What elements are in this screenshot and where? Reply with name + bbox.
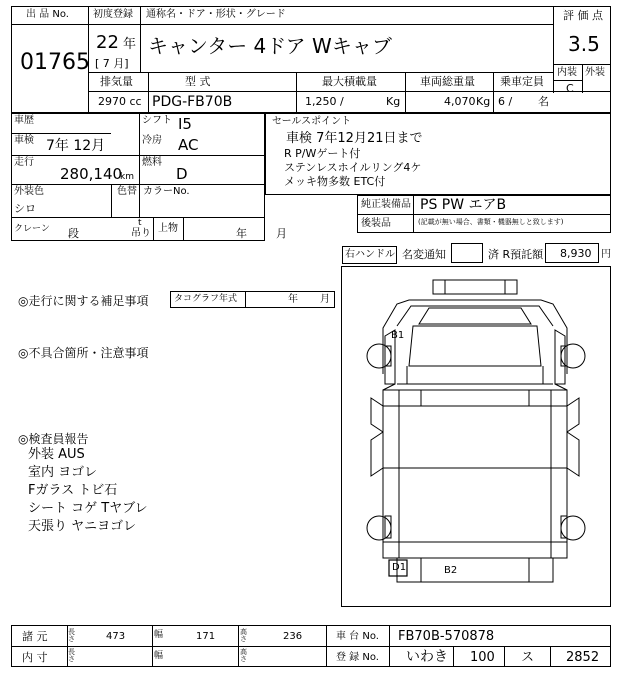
after-parts-label: 後装品 xyxy=(361,218,391,229)
length-label: 長さ xyxy=(68,628,75,643)
displacement-value: 2970 cc xyxy=(98,95,142,108)
damage-mark-d1: D1 xyxy=(392,562,407,573)
factory-equip-value: PS PW エアB xyxy=(420,197,507,213)
displacement-label: 排気量 xyxy=(100,75,133,88)
recycle-yen: 円 xyxy=(601,249,611,260)
recycle-label: 済 R預託額 xyxy=(488,248,544,261)
crane-hang: 吊り xyxy=(131,228,151,239)
crane-stage: 段 xyxy=(68,227,79,240)
sales-point-1: 車検 7年12月21日まで xyxy=(286,131,423,146)
height-label: 高さ xyxy=(240,628,247,643)
ext-color-label: 外装色 xyxy=(14,186,44,197)
factory-equip-label: 純正装備品 xyxy=(361,199,411,210)
max-load-value: 1,250 / xyxy=(305,95,344,108)
shift-label: シフト xyxy=(142,115,172,126)
first-reg-year-unit: 年 xyxy=(123,37,137,52)
tachograph-label: タコグラフ年式 xyxy=(174,294,238,304)
capacity-label: 乗車定員 xyxy=(500,75,544,88)
crane-label: クレーン xyxy=(14,224,50,234)
first-reg-year: 22 xyxy=(96,32,119,53)
exterior-grade-label: 外装 xyxy=(585,67,605,78)
defects-label: ◎不具合箇所・注意事項 xyxy=(18,346,149,360)
height-value: 236 xyxy=(283,631,303,642)
vehicle-name: キャンター 4ドア Wキャブ xyxy=(148,34,392,58)
driving-note-label: ◎走行に関する補足事項 xyxy=(18,294,149,308)
inspector-label: ◎検査員報告 xyxy=(18,432,89,446)
ext-color-value: シロ xyxy=(14,202,36,215)
capacity-unit: 名 xyxy=(538,95,549,108)
model-value: PDG-FB70B xyxy=(152,94,233,110)
shift-value: I5 xyxy=(178,115,192,133)
tacho-year: 年 xyxy=(288,294,298,305)
inspector-line-1: 外装 AUS xyxy=(28,447,85,462)
sales-point-3: ステンレスホイルリング4ケ xyxy=(284,161,422,174)
inspector-line-5: 天張り ヤニヨゴレ xyxy=(28,519,137,534)
reg-label: 登 録 No. xyxy=(336,652,379,663)
lot-no-label: 出 品 No. xyxy=(26,9,69,20)
gross-weight-label: 車両総重量 xyxy=(420,75,475,88)
recycle-amount: 8,930 xyxy=(560,247,592,260)
crane-ton: t xyxy=(138,218,142,228)
reg-kana: ス xyxy=(521,650,535,665)
vehicle-name-label: 通称名・ドア・形状・グレード xyxy=(146,9,286,20)
inspector-line-4: シート コゲ Tヤブレ xyxy=(28,501,148,516)
history-label: 車歴 xyxy=(14,115,34,126)
chassis-label: 車 台 No. xyxy=(336,631,379,642)
name-change-box xyxy=(451,243,483,263)
damage-mark-b2: B2 xyxy=(444,565,458,576)
sales-points-label: セールスポイント xyxy=(272,116,352,127)
first-reg-month: [ 7 月] xyxy=(95,57,129,70)
loading-label: 上物 xyxy=(158,223,178,234)
first-reg-label: 初度登録 xyxy=(93,9,133,20)
width-label: 幅 xyxy=(154,630,164,640)
reg-class: 100 xyxy=(470,650,495,665)
lot-number: 01765 xyxy=(20,50,90,75)
reg-number: 2852 xyxy=(566,650,600,665)
loading-month: 月 xyxy=(276,227,287,240)
tacho-month: 月 xyxy=(320,294,330,305)
fuel-value: D xyxy=(176,165,188,183)
mileage-unit: km xyxy=(120,172,134,182)
inspector-line-3: Fガラス トビ石 xyxy=(28,483,118,498)
ac-label: 冷房 xyxy=(142,135,162,146)
max-load-label: 最大積載量 xyxy=(322,75,377,88)
score-label: 評 価 点 xyxy=(563,9,603,22)
inspection-value: 7年 12月 xyxy=(46,138,106,154)
inspection-label: 車検 xyxy=(14,135,34,146)
length-value: 473 xyxy=(106,631,126,642)
inner-length-label: 長さ xyxy=(68,648,75,663)
inner-height-label: 高さ xyxy=(240,648,247,663)
sales-point-4: メッキ物多数 ETC付 xyxy=(284,175,386,188)
capacity-value: 6 / xyxy=(498,95,513,108)
loading-year: 年 xyxy=(236,227,247,240)
truck-top-view-diagram xyxy=(341,266,611,607)
color-no-label: カラーNo. xyxy=(143,186,190,197)
name-change-label: 名変通知 xyxy=(402,248,446,261)
spec-label: 諸 元 xyxy=(22,630,48,643)
sales-point-2: R P/Wゲート付 xyxy=(284,147,361,160)
gross-weight-unit: Kg xyxy=(476,95,491,108)
right-handle-label: 右ハンドル xyxy=(345,249,395,260)
inspector-line-2: 室内 ヨゴレ xyxy=(28,465,98,480)
reg-area: いわき xyxy=(406,649,448,665)
fuel-label: 燃料 xyxy=(142,157,162,168)
max-load-unit: Kg xyxy=(386,95,401,108)
color-code-label: 色替 xyxy=(117,186,137,197)
width-value: 171 xyxy=(196,631,216,642)
interior-grade-label: 内装 xyxy=(557,67,577,78)
ac-value: AC xyxy=(178,136,199,154)
dims-label: 内 寸 xyxy=(22,651,48,664)
gross-weight-value: 4,070 xyxy=(444,95,476,108)
model-label: 型 式 xyxy=(185,75,211,88)
mileage-label: 走行 xyxy=(14,157,34,168)
mileage-value: 280,140 xyxy=(60,165,123,183)
chassis-no: FB70B-570878 xyxy=(398,629,495,644)
damage-mark-b1: B1 xyxy=(391,330,405,341)
inner-width-label: 幅 xyxy=(154,651,164,661)
interior-grade: C xyxy=(566,82,574,95)
after-parts-note: (記載が無い場合、書類・機器無しと致します) xyxy=(418,218,564,226)
score-value: 3.5 xyxy=(568,32,600,56)
